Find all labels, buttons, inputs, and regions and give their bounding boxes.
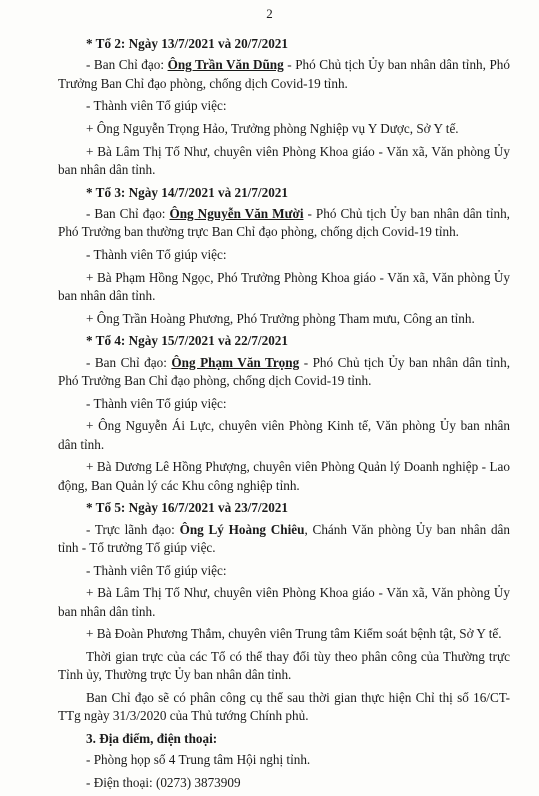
group-heading: * Tổ 2: Ngày 13/7/2021 và 20/7/2021 xyxy=(86,36,288,51)
members-label: - Thành viên Tổ giúp việc: xyxy=(86,98,227,114)
members-label: - Thành viên Tổ giúp việc: xyxy=(86,247,227,262)
member-item: + Bà Dương Lê Hồng Phượng, chuyên viên Phòng Quản lý Doanh nghiệp - Lao động, Ban Quản lý các Khu công nghiệp tỉnh. xyxy=(58,459,510,493)
group-leader xyxy=(58,56,510,93)
leader-prefix: - Ban Chỉ đạo: xyxy=(86,57,168,73)
member-item: + Bà Lâm Thị Tố Như, chuyên viên Phòng Khoa giáo - Văn xã, Văn phòng Ủy ban nhân dân tỉnh. xyxy=(58,585,510,619)
leader-title: - Phó Chủ tịch Ủy ban nhân dân tỉnh, Phó Trưởng Ban Chỉ đạo phòng, chống dịch Covid-19 tỉnh. xyxy=(58,354,510,388)
member-item: + Ông Nguyễn Trọng Hảo, Trưởng phòng Nghiệp vụ Y Dược, Sở Y tế. xyxy=(86,121,459,136)
leader-name: Ông Lý Hoàng Chiêu xyxy=(179,521,305,537)
location-line: - Phòng họp số 4 Trung tâm Hội nghị tỉnh. xyxy=(86,752,311,768)
group-heading: * Tổ 4: Ngày 15/7/2021 và 22/7/2021 xyxy=(86,333,288,349)
leader-prefix: - Ban Chỉ đạo: xyxy=(86,206,170,221)
leader-name: Ông Nguyễn Văn Mười xyxy=(169,206,304,221)
members-label: - Thành viên Tổ giúp việc: xyxy=(86,395,227,411)
leader-title: - Phó Chủ tịch Ủy ban nhân dân tỉnh, Phó Trưởng ban thường trực Ban Chỉ đạo phòng, chống dịch Covid-19 tỉnh. xyxy=(58,206,510,240)
document-body xyxy=(58,35,510,796)
members-label: - Thành viên Tổ giúp việc: xyxy=(86,562,227,578)
note-paragraph: Ban Chỉ đạo sẽ có phân công cụ thể sau thời gian thực hiện Chỉ thị số 16/CT-TTg ngày 31/3/2020 của Thủ tướng Chính phủ. xyxy=(58,689,510,724)
leader-prefix: - Ban Chỉ đạo: xyxy=(86,354,172,370)
group-heading: * Tổ 3: Ngày 14/7/2021 và 21/7/2021 xyxy=(86,184,288,200)
group-leader xyxy=(58,205,510,242)
leader-name: Ông Phạm Văn Trọng xyxy=(171,354,300,370)
member-item: + Bà Lâm Thị Tố Như, chuyên viên Phòng Khoa giáo - Văn xã, Văn phòng Ủy ban nhân dân tỉnh. xyxy=(58,143,510,177)
group-heading: * Tổ 5: Ngày 16/7/2021 và 23/7/2021 xyxy=(86,500,288,516)
member-item: + Ông Nguyễn Ái Lực, chuyên viên Phòng Kinh tế, Văn phòng Ủy ban nhân dân tỉnh. xyxy=(58,418,510,452)
leader-name: Ông Trần Văn Dũng xyxy=(167,57,284,73)
member-item: + Bà Đoàn Phương Thắm, chuyên viên Trung tâm Kiểm soát bệnh tật, Sở Y tế. xyxy=(86,626,502,642)
phone-line: - Điện thoại: (0273) 3873909 xyxy=(86,774,241,790)
member-item: + Ông Trần Hoàng Phương, Phó Trưởng phòng Tham mưu, Công an tỉnh. xyxy=(86,310,475,326)
group-leader xyxy=(58,354,510,391)
leader-title: , Chánh Văn phòng Ủy ban nhân dân tỉnh - Tổ trưởng Tổ giúp việc. xyxy=(58,521,511,555)
section-heading: 3. Địa điểm, điện thoại: xyxy=(86,730,218,746)
note-paragraph: Thời gian trực của các Tổ có thể thay đổi tùy theo phân công của Thường trực Tỉnh ủy, Thường trực Ủy ban nhân dân tỉnh. xyxy=(58,648,510,683)
leader-title: - Phó Chủ tịch Ủy ban nhân dân tỉnh, Phó Trưởng Ban Chỉ đạo phòng, chống dịch Covid-19 tỉnh. xyxy=(58,57,510,91)
member-item: + Bà Phạm Hồng Ngọc, Phó Trưởng Phòng Khoa giáo - Văn xã, Văn phòng Ủy ban nhân dân tỉnh. xyxy=(58,269,510,303)
group-leader xyxy=(58,521,510,558)
leader-prefix: - Trực lãnh đạo: xyxy=(86,521,180,537)
page-number: 2 xyxy=(266,6,273,21)
